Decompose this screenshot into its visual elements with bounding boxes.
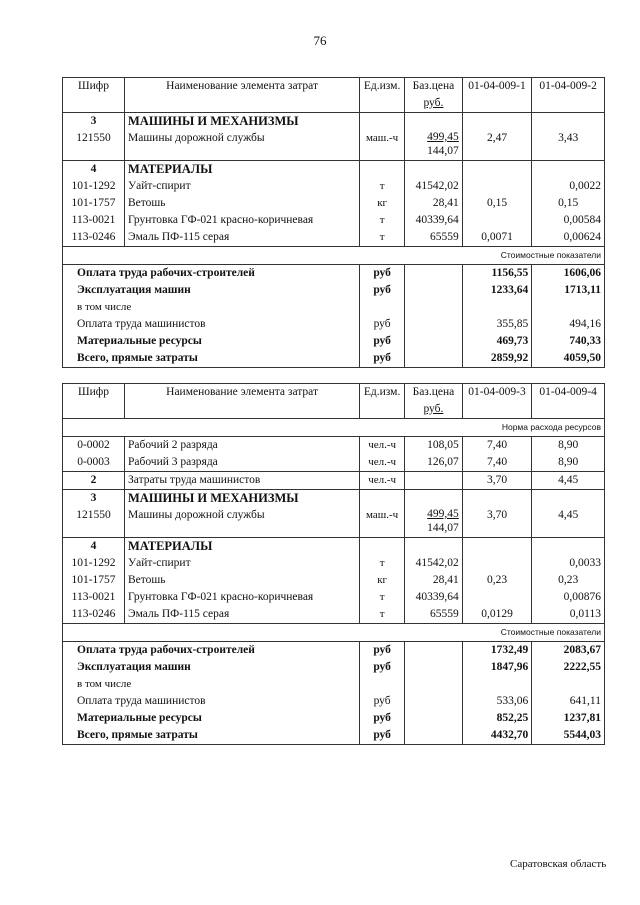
- total-v1: 1847,96: [462, 659, 531, 676]
- header-col2: 01-04-009-2: [532, 78, 605, 113]
- row-v2: 0,0033: [532, 555, 605, 572]
- header-col1: 01-04-009-1: [462, 78, 531, 113]
- row-v1: 3,70: [462, 472, 531, 490]
- row-code: 101-1292: [63, 178, 125, 195]
- row-unit: кг: [360, 195, 405, 212]
- total-name: в том числе: [63, 676, 360, 693]
- total-row: [63, 693, 605, 710]
- row-price: 126,07: [405, 454, 463, 472]
- total-unit: руб: [360, 333, 405, 350]
- row-code: 113-0246: [63, 606, 125, 624]
- total-unit: руб: [360, 659, 405, 676]
- row-price: 41542,02: [405, 555, 463, 572]
- row-name: Машины дорожной службы: [125, 507, 360, 538]
- header-name: Наименование элемента затрат: [125, 384, 360, 419]
- total-v2: 740,33: [532, 333, 605, 350]
- cost-indicators-label: Стоимостные показатели: [63, 247, 605, 265]
- row-price: 28,41: [405, 572, 463, 589]
- total-unit: руб: [360, 282, 405, 299]
- row-v1: [462, 589, 531, 606]
- total-v2: 641,11: [532, 693, 605, 710]
- row-name: Рабочий 2 разряда: [125, 437, 360, 455]
- total-row: [63, 316, 605, 333]
- row-price: 108,05: [405, 437, 463, 455]
- row-v2: 0,0022: [532, 178, 605, 195]
- row-name: Машины дорожной службы: [125, 130, 360, 161]
- row-unit: т: [360, 178, 405, 195]
- total-name: Всего, прямые затраты: [63, 727, 360, 745]
- price-top: 499,45: [427, 508, 459, 520]
- total-v1: 355,85: [462, 316, 531, 333]
- total-v1: 2859,92: [462, 350, 531, 368]
- row-price: [405, 130, 463, 161]
- price-bottom: 144,07: [427, 522, 459, 534]
- total-name: Оплата труда машинистов: [63, 316, 360, 333]
- row-v2: 0,00876: [532, 589, 605, 606]
- row-code: 2: [63, 472, 125, 490]
- row-v1: [462, 555, 531, 572]
- group-code: 3: [63, 490, 125, 508]
- total-name: Материальные ресурсы: [63, 710, 360, 727]
- row-code: 113-0246: [63, 229, 125, 247]
- total-name: Оплата труда рабочих-строителей: [63, 642, 360, 660]
- total-row: [63, 710, 605, 727]
- total-row: [63, 659, 605, 676]
- cost-table-1: [62, 77, 605, 368]
- row-name: Ветошь: [125, 572, 360, 589]
- section-label-row: [63, 419, 605, 437]
- group-code: 4: [63, 538, 125, 556]
- row-code: 121550: [63, 130, 125, 161]
- total-row: [63, 350, 605, 368]
- row-code: 101-1757: [63, 572, 125, 589]
- total-v1: 1156,55: [462, 265, 531, 283]
- row-price: 65559: [405, 229, 463, 247]
- row-v1: 0,23: [462, 572, 531, 589]
- header-name: Наименование элемента затрат: [125, 78, 360, 113]
- total-v2: 1606,06: [532, 265, 605, 283]
- table-row: [63, 437, 605, 455]
- row-price: 40339,64: [405, 212, 463, 229]
- row-price: 65559: [405, 606, 463, 624]
- row-unit: т: [360, 229, 405, 247]
- norm-label: Норма расхода ресурсов: [63, 419, 605, 437]
- row-name: Эмаль ПФ-115 серая: [125, 606, 360, 624]
- total-name: Эксплуатация машин: [63, 659, 360, 676]
- header-col2: 01-04-009-4: [532, 384, 605, 419]
- total-v2: 1237,81: [532, 710, 605, 727]
- row-name: Уайт-спирит: [125, 555, 360, 572]
- total-v2: 4059,50: [532, 350, 605, 368]
- row-name: Уайт-спирит: [125, 178, 360, 195]
- total-row: [63, 642, 605, 660]
- total-row: [63, 265, 605, 283]
- row-v1: 0,0071: [462, 229, 531, 247]
- row-v2: 0,00584: [532, 212, 605, 229]
- total-row: [63, 676, 605, 693]
- row-v2: 3,43: [532, 130, 605, 161]
- header-unit: Ед.изм.: [360, 384, 405, 419]
- total-unit: руб: [360, 265, 405, 283]
- row-name: Затраты труда машинистов: [125, 472, 360, 490]
- row-unit: т: [360, 606, 405, 624]
- row-name: Грунтовка ГФ-021 красно-коричневая: [125, 212, 360, 229]
- row-name: Рабочий 3 разряда: [125, 454, 360, 472]
- total-name: Оплата труда машинистов: [63, 693, 360, 710]
- header-price-line2: руб.: [423, 403, 444, 415]
- table-row: [63, 195, 605, 212]
- total-unit: руб: [360, 710, 405, 727]
- row-v1: [462, 212, 531, 229]
- row-code: 121550: [63, 507, 125, 538]
- row-v2: 4,45: [532, 472, 605, 490]
- total-name: Оплата труда рабочих-строителей: [63, 265, 360, 283]
- total-unit: руб: [360, 642, 405, 660]
- total-v2: 2222,55: [532, 659, 605, 676]
- total-name: Материальные ресурсы: [63, 333, 360, 350]
- row-name: Эмаль ПФ-115 серая: [125, 229, 360, 247]
- row-unit: т: [360, 212, 405, 229]
- row-v2: 0,00624: [532, 229, 605, 247]
- header-unit: Ед.изм.: [360, 78, 405, 113]
- table-row: [63, 178, 605, 195]
- header-price-line1: Баз.цена: [412, 386, 455, 398]
- row-v2: 8,90: [532, 437, 605, 455]
- row-code: 113-0021: [63, 212, 125, 229]
- header-code: Шифр: [63, 78, 125, 113]
- row-name: Ветошь: [125, 195, 360, 212]
- group-code: 4: [63, 161, 125, 179]
- table-row: [63, 130, 605, 161]
- total-row: [63, 727, 605, 745]
- total-unit: руб: [360, 693, 405, 710]
- cost-table-2: [62, 383, 605, 745]
- row-name: Грунтовка ГФ-021 красно-коричневая: [125, 589, 360, 606]
- total-v2: 5544,03: [532, 727, 605, 745]
- region-footer: Саратовская область: [510, 858, 607, 870]
- price-bottom: 144,07: [427, 145, 459, 157]
- row-v1: 0,15: [462, 195, 531, 212]
- row-v1: 3,70: [462, 507, 531, 538]
- total-v1: 4432,70: [462, 727, 531, 745]
- total-unit: руб: [360, 727, 405, 745]
- row-code: 113-0021: [63, 589, 125, 606]
- total-v1: 533,06: [462, 693, 531, 710]
- total-unit: руб: [360, 316, 405, 333]
- table-row: [63, 507, 605, 538]
- group-row-machines: [63, 490, 605, 508]
- page-number: 76: [313, 33, 327, 48]
- total-v1: 469,73: [462, 333, 531, 350]
- header-price: [405, 78, 463, 113]
- table-header-row: [63, 78, 605, 113]
- row-unit: маш.-ч: [360, 507, 405, 538]
- header-code: Шифр: [63, 384, 125, 419]
- row-v1: 0,0129: [462, 606, 531, 624]
- header-price-line1: Баз.цена: [412, 80, 455, 92]
- table-header-row: [63, 384, 605, 419]
- row-price: [405, 472, 463, 490]
- row-unit: маш.-ч: [360, 130, 405, 161]
- group-title: МАТЕРИАЛЫ: [125, 538, 360, 556]
- row-code: 101-1757: [63, 195, 125, 212]
- cost-indicators-label: Стоимостные показатели: [63, 624, 605, 642]
- group-row-materials: [63, 161, 605, 179]
- total-row: [63, 333, 605, 350]
- group-title: МАТЕРИАЛЫ: [125, 161, 360, 179]
- table-row: [63, 589, 605, 606]
- header-price-line2: руб.: [423, 97, 444, 109]
- row-code: 0-0002: [63, 437, 125, 455]
- table-row: [63, 229, 605, 247]
- total-v1: 852,25: [462, 710, 531, 727]
- row-unit: т: [360, 555, 405, 572]
- table-row: [63, 572, 605, 589]
- table-row-operators: [63, 472, 605, 490]
- row-v1: 2,47: [462, 130, 531, 161]
- total-name: Всего, прямые затраты: [63, 350, 360, 368]
- row-v2: 0,23: [532, 572, 605, 589]
- row-price: 40339,64: [405, 589, 463, 606]
- row-price: 41542,02: [405, 178, 463, 195]
- row-v2: 0,15: [532, 195, 605, 212]
- group-row-materials: [63, 538, 605, 556]
- table-row: [63, 454, 605, 472]
- header-price: [405, 384, 463, 419]
- group-title: МАШИНЫ И МЕХАНИЗМЫ: [125, 113, 360, 131]
- total-v2: 494,16: [532, 316, 605, 333]
- total-v1: 1233,64: [462, 282, 531, 299]
- group-code: 3: [63, 113, 125, 131]
- total-row: [63, 299, 605, 316]
- row-unit: чел.-ч: [360, 472, 405, 490]
- row-v1: [462, 178, 531, 195]
- table-row: [63, 606, 605, 624]
- row-v1: 7,40: [462, 437, 531, 455]
- row-unit: чел.-ч: [360, 454, 405, 472]
- row-v1: 7,40: [462, 454, 531, 472]
- table-row: [63, 212, 605, 229]
- total-name: в том числе: [63, 299, 360, 316]
- total-v2: 1713,11: [532, 282, 605, 299]
- group-row-machines: [63, 113, 605, 131]
- row-unit: т: [360, 589, 405, 606]
- row-v2: 8,90: [532, 454, 605, 472]
- row-v2: 4,45: [532, 507, 605, 538]
- section-label-row: [63, 247, 605, 265]
- total-v2: 2083,67: [532, 642, 605, 660]
- row-code: 0-0003: [63, 454, 125, 472]
- row-unit: чел.-ч: [360, 437, 405, 455]
- total-v1: 1732,49: [462, 642, 531, 660]
- row-price: 28,41: [405, 195, 463, 212]
- price-top: 499,45: [427, 131, 459, 143]
- row-v2: 0,0113: [532, 606, 605, 624]
- row-unit: кг: [360, 572, 405, 589]
- total-unit: руб: [360, 350, 405, 368]
- section-label-row: [63, 624, 605, 642]
- total-row: [63, 282, 605, 299]
- row-code: 101-1292: [63, 555, 125, 572]
- header-col1: 01-04-009-3: [462, 384, 531, 419]
- total-name: Эксплуатация машин: [63, 282, 360, 299]
- group-title: МАШИНЫ И МЕХАНИЗМЫ: [125, 490, 360, 508]
- row-price: [405, 507, 463, 538]
- table-row: [63, 555, 605, 572]
